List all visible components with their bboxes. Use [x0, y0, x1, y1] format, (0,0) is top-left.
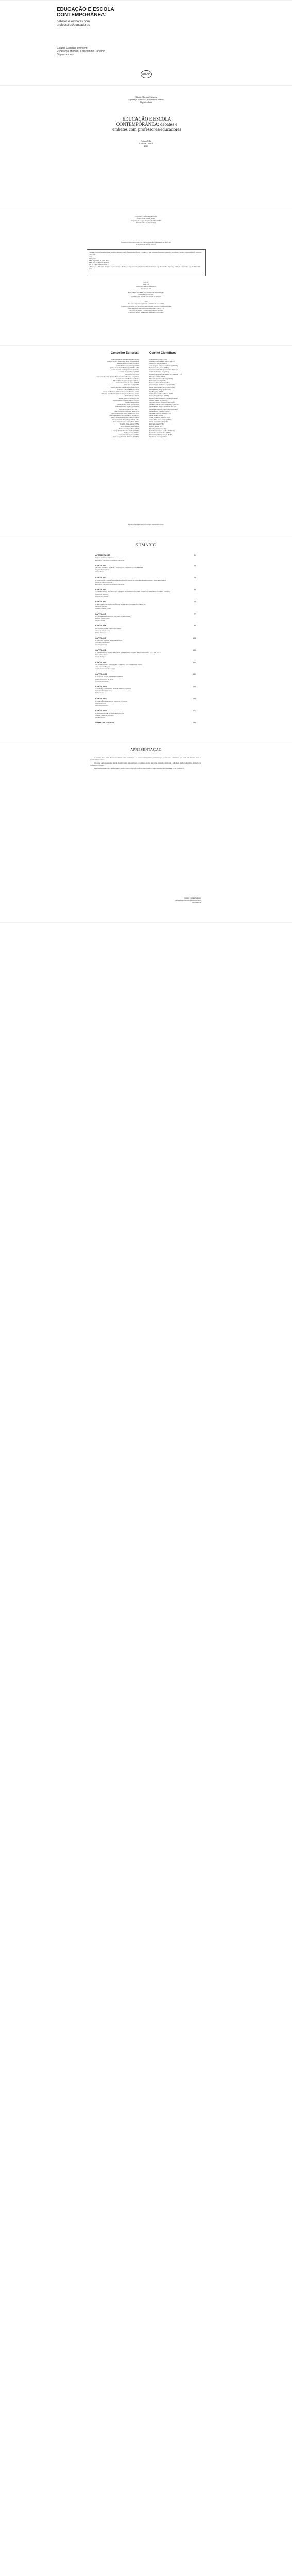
toc-entry-authors: [95, 581, 196, 585]
toc-entry[interactable]: [95, 637, 196, 646]
toc-entry-title: CAPÍTULO 1: [95, 564, 106, 567]
catalog-heading: DADOS INTERNACIONAIS DE CATALOGAÇÃO NA PUBLICAÇÃO (CIP) CATALOGAÇÃO NA FONTE: [121, 241, 171, 245]
editorial-board-member: Cesar Gerónimo Tello (Univer. Nacional Três de Febrero – Argentina): [95, 375, 139, 378]
title-page-title: EDUCAÇÃO E ESCOLA CONTEMPORÂNEA: debates e embates com professores/educadores: [112, 116, 181, 132]
toc-entry-description: A PROPOSTA PEDAGÓGICA DA EDUCAÇÃO INFANTIL: um olhar filosófico sobre a Educação Infantil: [95, 579, 166, 581]
toc-entry-authors: [95, 557, 196, 561]
toc-entry-author: Sérgio Marques: [95, 655, 107, 658]
scientific-committee-member: Mirian Soares (UFPR): [149, 414, 164, 417]
toc-entry[interactable]: [95, 589, 196, 598]
cover-authors: Cláudia Claciana Swinsem Esperança Minhotiu Caraclandio Carvalho Organizadoras: [57, 47, 105, 56]
editorial-board-member: Josania Portela (UFPI): [125, 401, 139, 404]
scientific-committee-member: Ilma Passos A. Veiga (UNICEUB): [149, 388, 171, 391]
toc-entry-description: A GESTÃO ESCOLAR DEMOCRÁTICA: [95, 675, 123, 678]
scientific-committee-member: Sílvia Regina Canan (URI): [149, 427, 166, 430]
toc-list: [95, 554, 196, 728]
toc-entry-page: 155: [193, 685, 196, 688]
scientific-committee-member: Kilwangy Kya Kapitango-a-Samba (Unemat): [149, 397, 178, 399]
blank-pages: [0, 922, 292, 2576]
toc-entry-author: Sara Vitória Moura: [95, 653, 108, 656]
copyright-page: [0, 209, 292, 346]
toc-entry-authors: [95, 605, 196, 609]
toc-entry-authors: [95, 641, 196, 646]
scientific-committee-member: Francisco Ari de Andrade (UFC): [149, 382, 170, 384]
cover-subtitle: debates e embates com professores/educadores: [57, 20, 90, 27]
toc-entry-description: O USO DO LÚDICO NA MATEMÁTICA: [95, 639, 123, 641]
toc-entry-page: 63: [194, 601, 196, 603]
toc-entry-title: CAPÍTULO 5: [95, 613, 106, 615]
toc-entry-description: ANÁLISE CRÍTICA SOBRE A AVALIAÇÃO NA EDUCAÇÃO INFANTIL: [95, 567, 144, 569]
toc-entry[interactable]: [95, 577, 196, 585]
toc-entry[interactable]: [95, 649, 196, 658]
toc-entry-author: Sílvio Serra Moura: [95, 680, 108, 682]
editorial-board-member: Fernando Antônio Gonçalves Alcoforado (IPB): [110, 386, 139, 388]
scientific-committee-member: Ana Chrystina Venancio Mignot (UERJ): [149, 360, 175, 363]
editorial-board-member: Tania Suely Azevedo Brasileiro (UFOPA): [113, 436, 139, 438]
toc-entry-description: A IMPORTÂNCIA DO VÍNCULO AFETIVO PARA A EFICÁCIA DO ENSINO E APRENDIZAGEM NA CRIANÇA: [95, 591, 171, 593]
scientific-committee-member: Fauston Negreiros (UFPI): [149, 380, 166, 382]
toc-entry-title: APRESENTAÇÃO: [95, 554, 111, 556]
editorial-board-member: Élsio José Corá (UFFS): [124, 384, 139, 386]
toc-entry-title: CAPÍTULO 4: [95, 601, 106, 603]
toc-entry-title: CAPÍTULO 7: [95, 637, 106, 639]
title-page-imprint: Editora CRV Curitiba – Brasil 2020: [139, 140, 153, 147]
toc-entry-page: 115: [193, 649, 196, 651]
presentation-heading: APRESENTAÇÃO: [130, 748, 162, 752]
toc-entry-author: Ana Luíza Fernandes Araújo: [95, 668, 115, 670]
editorial-board-member: Andréia da Silva Quintanilha Sousa (UNIR/UFRN): [107, 360, 139, 363]
toc-entry-title: CAPÍTULO 13: [95, 709, 107, 712]
toc-entry-author: Francisca Neta Tavares: [95, 690, 112, 692]
editorial-board-member: Maria de Lourdes Pinto de Almeida (UNOESC): [109, 414, 139, 417]
toc-entry-page: 103: [193, 637, 196, 639]
copyright-footer: CDU 37 CDD 370 Índice para catálogo sistemático 1. Educação 370 ESTA OBRA TAMBÉM ENCONTRA-SE DISPONÍVEL EM FORMATO DIGITAL. CONHEÇA E BAIXE NOSSO APLICATIVO! 2020 Foi feito o depósito legal conf. Lei 10.994 de 14/12/2004 Proibida a reprodução parcial ou total desta obra sem autorização da Editora CRV Todos os direitos desta edição reservados pela: Editora CRV Tel.: (41) 3039-6418 - E-mail: sac@editoracrv.com.br Conheça os nossos lançamentos: www.editoracrv.com.br: [121, 281, 171, 313]
editorial-board-member: Lourdes Helena da Silva (UFV): [119, 408, 139, 410]
editorial-board-list: [77, 358, 139, 438]
toc-entry-title: SOBRE OS AUTORES: [95, 722, 114, 724]
editorial-board-member: Lídia de Oliveira Xavier (UNIEURO): [115, 405, 139, 408]
editorial-board-member: Sérgio Nunes de Jesus (IFRO): [120, 425, 139, 428]
toc-entry[interactable]: [95, 565, 196, 573]
catalog-card: Educação e escola contemporânea: debates e embates com professores/educadores / Cláudia Claciana Swinsem, Esperança Minhotiu Caraclandio Carvalho (organizadoras) – Curitiba : CRV, 2020. 172 p. Bibliografia ISBN Digital 978-65-5578-000-0 ISBN Físico 978-65-5578-000-0 DOI 10.24824/978655578000.0 1. Educação 2. Educação Infantil 3. Gestão escolar 4. Formação de professores I. Swinsem, Cláudia Claciana. org. II. Carvalho, Esperança Minhotiu Caraclandio. org. III. Título III. Série.: [87, 249, 206, 276]
title-page: [0, 85, 292, 209]
toc-entry-author: Esperança Minhotiu Caraclandio Carvalho: [95, 583, 125, 585]
table-of-contents-page: [0, 536, 292, 742]
editorial-board-member: Solange Helena Ximenes-Rocha (UFOPA): [112, 429, 139, 432]
editorial-board-member: Elione Maria Nogueira Diogenes (UFAL): [113, 380, 139, 382]
toc-entry-title: CAPÍTULO 2: [95, 577, 106, 579]
toc-entry-description: A EDUCAÇÃO DE JOVENS E ADULTOS: [95, 712, 124, 714]
editorial-board-member: Carlos Alberto Vilar Estêvão (UMINHO – PT): [110, 366, 139, 369]
toc-entry-author: Fábio Sousa: [95, 692, 104, 694]
scientific-committee-member: Patrícia Lemos (UFJF): [149, 423, 164, 426]
toc-entry-description: A IMPORTÂNCIA DA MATEMÁTICA NA PERCEPÇÃO DOS EDUCANDOS DA SALA DE AULA: [95, 651, 161, 654]
scientific-committee-member: Elizeu Clementino de Souza (UNEB): [149, 377, 173, 380]
toc-entry-author: Cláudia Claciana Swinsem: [95, 556, 114, 559]
scientific-committee-member: Anna Augusta Sampaio de Oliveira (UNESP): [149, 364, 178, 367]
scientific-committee-member: Osmar Hélio Alves Araújo (UFMA): [149, 418, 172, 421]
toc-entry-title: CAPÍTULO 8: [95, 649, 106, 651]
editorial-board-member: Jailson Alves dos Santos (UFRJ): [118, 397, 139, 399]
toc-entry[interactable]: [95, 613, 196, 622]
editorial-board-member: Eduardo Fernandes Barbosa (UFMG): [115, 377, 139, 380]
toc-entry[interactable]: [95, 686, 196, 694]
toc-entry-title: CAPÍTULO 6: [95, 625, 106, 627]
toc-entry-title: CAPÍTULO 10: [95, 673, 107, 675]
cover-page: [0, 0, 292, 86]
scientific-committee-member: Sonia Maria Ferreira Koehler (UNISAL): [149, 429, 175, 432]
scientific-committee-member: Rodrigo Basilio (FEFF): [149, 425, 164, 428]
editorial-board-member: Maria Cristina dos Santos Bezerra (UFSCar): [111, 412, 139, 415]
toc-entry[interactable]: [95, 662, 196, 670]
editorial-board-member: Leonel Severo Rocha (UNISINOS): [117, 403, 139, 406]
scientific-committee-member: Suzana dos Santos Gomes (UFMG): [149, 431, 171, 434]
toc-entry[interactable]: [95, 554, 196, 561]
scientific-committee-member: Cesar Gerónimo Tello (Universidad Nacional: [149, 369, 178, 371]
toc-entry-page: 141: [193, 673, 196, 675]
toc-entry-title: CAPÍTULO 9: [95, 661, 106, 664]
toc-heading: SUMÁRIO: [135, 543, 157, 547]
editorial-board-member: Aldira Guimarães Duarte Domínguez (UNB): [111, 358, 139, 360]
scientific-committee-member: Míguel Ángel Vásquez (UFRGS): [149, 410, 170, 412]
scientific-committee-member: de Três de Febrero – Argentina): [149, 371, 169, 374]
editorial-board-heading: Conselho Editorial:: [110, 352, 139, 355]
toc-entry-author: Fernanda Antunes: [95, 704, 108, 706]
toc-entry-authors: [95, 690, 196, 694]
editorial-board-member: Guillermo Arias Beatón (Universidade de La Havana – Cuba): [100, 393, 139, 395]
scientific-committee-member: Nilson Fernandes Dinis (UFSCar): [149, 416, 170, 419]
toc-entry[interactable]: [95, 698, 196, 706]
scientific-committee-member: Helder Buenos Aires de Carvalho (UFPI): [149, 386, 175, 388]
toc-entry-page: 13: [194, 564, 196, 567]
scientific-committee-member: Vânia Alves Martins Chaigar (FURG): [149, 434, 173, 436]
editorial-board-page: [0, 345, 292, 536]
editorial-board-member: Carlos Federico Domínguez Avila (Unieuro): [111, 369, 139, 371]
toc-entry-author: Esperança Minhotiu Caraclandio Carvalho: [95, 558, 125, 561]
editorial-board-member: Anselmo Alencar Colares (UFOPA): [116, 362, 139, 365]
editorial-board-member: Elizeu Clementino de Souza (UNEB): [116, 382, 139, 384]
toc-entry-author: Ana Paula Ventura: [95, 593, 109, 595]
editorial-board-member: Carmen Tereza Velanga (UNIR): [119, 371, 139, 374]
toc-entry-page: 185: [193, 722, 196, 724]
toc-entry-author: Eliane Tavares: [95, 631, 106, 634]
toc-entry-author: Maria do Carmo Oliveira: [95, 581, 112, 583]
editorial-board-member: Paulo Romualdo Hernandes (UNIFAL-MG): [111, 418, 139, 421]
scientific-committee-member: Inês Bragança (UERJ): [149, 391, 163, 393]
toc-entry-description: DIFICULDADE DE APRENDIZAGEM: [95, 627, 121, 630]
scientific-committee-member: Eliane Rose Maio (UEM): [149, 375, 165, 378]
toc-entry-author: Rayane Claudia Prado: [95, 607, 111, 609]
toc-entry-author: Laura de Oliveira: [95, 605, 107, 607]
editorial-board-member: Gloria Fariñas León (Universidade de La Havana – Cuba): [103, 391, 139, 393]
toc-entry-description: A FORMAÇÃO CONTINUADA DE PROFESSORES: [95, 688, 131, 690]
toc-entry-author: Giselle Barroso: [95, 702, 106, 704]
toc-entry-author: Regina Martins Dias: [95, 569, 110, 571]
presentation-page: [0, 742, 292, 923]
editorial-board-member: Maria Lília Imbiriba Sousa Colares (UFOPA): [111, 416, 139, 419]
presentation-body: O presente livro reúne diferentes reflexões sobre a educação e a escola contemporânea, produzidas por professores e educadores que atuam em diversos níveis e modalidades de ensino. Os textos aqui apresentados buscam discutir temas relevantes para o cotidiano escolar, tais como avaliação, afetividade, ludicidade, gestão democrática, formação de professores e inclusão. Esperamos que esta obra contribua para o debate e para a construção de práticas pedagógicas comprometidas com a qualidade social da educação.: [90, 757, 201, 770]
toc-entry-author: José Marcelo Borges: [95, 666, 110, 668]
scientific-committee-member: Maria Eurácia Barreto de Andrade (UFRB): [149, 405, 176, 408]
editorial-board-member: Marcelo Paixão (UFRJ e UTexas – US): [114, 410, 139, 412]
scientific-committee-member: Marcos Vinicius Francisco (UNOESTE): [149, 401, 175, 404]
toc-entry-authors: [95, 666, 196, 670]
toc-entry-page: 171: [193, 709, 196, 712]
toc-entry[interactable]: [95, 625, 196, 634]
cover-title: EDUCAÇÃO E ESCOLA CONTEMPORÂNEA:: [57, 7, 114, 18]
toc-entry-description: O BRINCAR E SUA IMPORTÂNCIA NO DESENVOLVIMENTO INFANTIL: [95, 603, 146, 605]
toc-entry-author: Débora Vasconcelos: [95, 617, 110, 619]
editorial-board-member: Celso Conti (UFSCar): [125, 373, 139, 376]
scientific-committee-member: José de Ribamar Sousa Pereira (UCB): [149, 393, 173, 395]
toc-entry-title: CAPÍTULO 12: [95, 698, 107, 700]
toc-entry-description: A INCLUSÃO DIGITAL NA ESCOLA PÚBLICA: [95, 700, 127, 702]
toc-entry-page: 89: [194, 625, 196, 627]
toc-entry-authors: [95, 617, 196, 621]
editorial-board-member: Helmuth Krüger (UCP): [124, 395, 139, 397]
toc-entry-authors: [95, 569, 196, 573]
scientific-committee-member: Maria Lília Imbiriba Sousa Colares (UFOPA): [149, 408, 178, 410]
scientific-committee-member: Maria de Lourdes Pinto de Almeida (UNOESC): [149, 403, 179, 406]
scientific-committee-member: Jussara Fraga Portugal (UNEB): [149, 395, 169, 397]
toc-entry[interactable]: [95, 673, 196, 682]
editorial-board-member: Antônio Pereira Gaio Júnior (UFRRJ): [115, 364, 139, 367]
scientific-committee-member: Altair Alberto Fávero (UPF): [149, 358, 167, 360]
toc-entry-description: OS DESAFIOS DA EDUCAÇÃO ESPECIAL NO CONTEXTO ATUAL: [95, 664, 143, 666]
editorial-board-member: Francisco Carlos Duarte (PUC-PR): [117, 388, 139, 391]
scientific-committee-member: Otávio Arnaud Marchal (UFF): [149, 420, 168, 423]
scientific-committee-member: Barbara Coelho Neves (UFBA): [149, 366, 169, 369]
toc-entry-authors: [95, 702, 196, 706]
copyright-credits: Copyright © da Editora CRV Ltda. Editor-chefe: Railson Moura Diagramação e Capa: Designers da Editora CRV Revisão: Vitor Sierkler Kampf: [131, 215, 161, 224]
scientific-committee-list: [149, 358, 216, 438]
toc-entry-page: 11: [194, 554, 196, 556]
toc-entry-page: 127: [193, 661, 196, 664]
scientific-committee-member: Gláucia Maria dos Santos Jorge (UFOP): [149, 384, 175, 386]
scientific-committee-member: Vera Lucia Gaspar (UDESC): [149, 436, 167, 438]
toc-entry[interactable]: [95, 710, 196, 719]
toc-entry-page: 163: [193, 698, 196, 700]
toc-entry-author: Lourival de Sousa: [95, 595, 108, 597]
toc-entry-author: Alana de Souza Lima: [95, 629, 110, 632]
editorial-board-member: João Adalberto Campato Junior (UNESP): [113, 399, 139, 401]
title-page-authors: Cláudia Claciana Swinsem Esperança Minhotiu Caraclandio Carvalho Organizadoras: [128, 96, 164, 104]
toc-entry-page: 77: [194, 613, 196, 615]
toc-entry[interactable]: [95, 722, 196, 724]
toc-entry-author: Renata Nunes: [95, 716, 106, 718]
toc-entry[interactable]: [95, 601, 196, 609]
editorial-board-member: Simone Rodrigues Pinto (UNB): [119, 427, 139, 430]
toc-entry-title: CAPÍTULO 3: [95, 588, 106, 591]
scientific-committee-member: Mônica Pereira dos Santos (UFRJ): [149, 412, 171, 415]
editorial-board-member: Rodrigo Pratte-Santos (UFES): [120, 423, 139, 426]
scientific-committee-member: Lourdes Helena da Silva (UFV): [149, 399, 169, 401]
editorial-board-member: Renato Francisco dos Santos Paula (UFG): [113, 420, 139, 423]
scientific-committee-heading: Comitê Científico:: [149, 352, 176, 355]
toc-entry-author: Jozivaldo Fernandes: [95, 641, 110, 643]
toc-entry-author: Cláudia Claciana Swinsem: [95, 714, 114, 716]
scientific-committee-member: Andréia N. Militão (UEMS): [149, 362, 167, 365]
toc-entry-description: A PSICOPEDAGOGIA NO CONTEXTO ESCOLAR: [95, 615, 130, 617]
peer-review-note: Este livro foi avaliado e aprovado por pareceristas ad hoc.: [128, 523, 164, 526]
toc-entry-authors: [95, 593, 196, 597]
toc-entry-title: CAPÍTULO 11: [95, 685, 107, 688]
toc-entry-author: Tânia Nunes: [95, 571, 105, 573]
toc-entry-page: 29: [194, 577, 196, 579]
toc-entry-author: Cleide Rodrigues da Silva: [95, 677, 113, 680]
toc-entry-author: Gerlene Silva: [95, 619, 105, 621]
scientific-committee-member: Diosnel Centurion (Univ Americ. de Asunción – Py): [149, 373, 182, 376]
toc-entry-page: 49: [194, 588, 196, 591]
publisher-logo: ATENA: [141, 70, 152, 78]
editorial-board-member: Tadeu Oliver Gonçalves (UFPA): [118, 434, 139, 436]
toc-entry-author: Ceulany Holanda: [95, 643, 108, 646]
editorial-board-member: Sydione Santos (UEPG): [124, 431, 139, 434]
toc-entry-authors: [95, 714, 196, 718]
presentation-signature: Cláudia Claciana Swinsem Esperança Minhotiu Caraclandio Carvalho Organizadoras: [174, 897, 201, 903]
